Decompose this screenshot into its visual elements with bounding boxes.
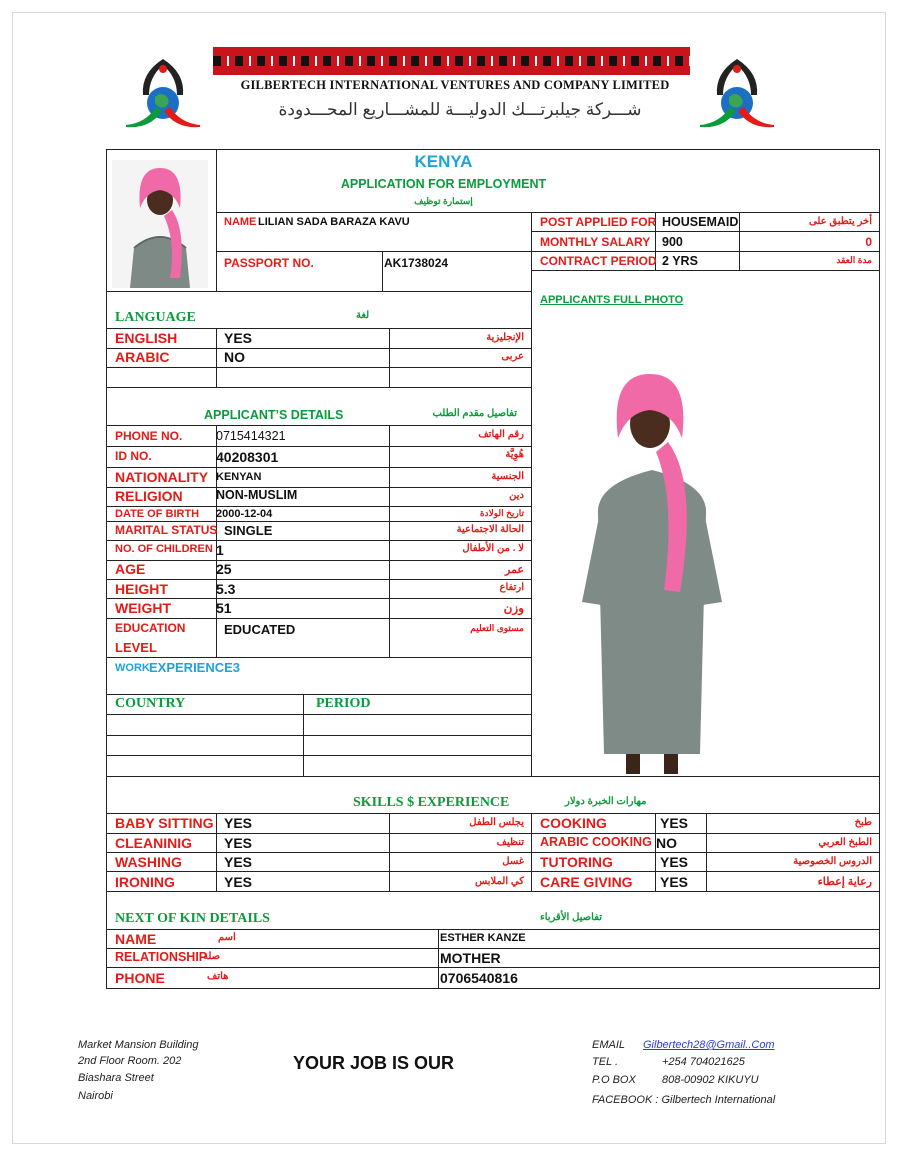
skill-label-cleaning: CLEANINIG [115,835,192,851]
address-line-3: Biashara Street [78,1072,154,1084]
grid-line [531,231,879,232]
grid-line [106,467,531,468]
lang-value-english: YES [224,330,253,346]
grid-line [106,506,531,507]
grid-line [106,560,531,561]
form-title-ar: إستمارة توظيف [414,196,473,206]
height-ar: ارتفاع [499,582,524,593]
kin-ar-relationship: صلة [203,951,221,962]
salary-label: MONTHLY SALARY [540,235,651,249]
grid-line [106,149,880,150]
grid-line [216,813,217,891]
salary-extra: 0 [865,235,872,249]
skill-label-tutoring: TUTORING [540,854,613,870]
grid-line [106,579,531,580]
skill-ar-tutoring: الدروس الخصوصية [793,856,872,867]
grid-line [216,212,879,213]
grid-line [106,618,531,619]
tel-value: +254 704021625 [662,1056,745,1068]
marital-ar: الحالة الاجتماعية [456,524,524,535]
name-value: LILIAN SADA BARAZA KAVU [258,216,410,228]
skill-ar-baby-sitting: يجلس الطفل [469,817,524,828]
contract-ar: مدة العقد [836,255,872,265]
grid-line [739,212,740,270]
religion-ar: دين [509,490,524,501]
applicant-full-photo [582,372,722,776]
skill-label-cooking: COOKING [540,815,607,831]
kin-label-phone: PHONE [115,970,165,986]
grid-line [216,251,531,252]
email-link[interactable]: Gilbertech28@Gmail..Com [643,1039,775,1051]
skill-value-care-giving: YES [660,874,689,890]
contract-value: 2 YRS [662,254,698,268]
grid-line [106,367,531,368]
grid-line [106,988,880,989]
skill-ar-cooking: طبخ [854,817,872,828]
details-title: APPLICANT’S DETAILS [204,408,344,422]
lang-label-english: ENGLISH [115,330,178,346]
banner-strip [213,47,690,75]
grid-line [106,852,880,853]
dob-ar: تاريخ الولادة [479,508,524,518]
grid-line [106,149,107,989]
grid-line [389,425,390,657]
grid-line [106,291,531,292]
id-label: ID NO. [115,449,152,463]
country-column-header: COUNTRY [115,696,186,711]
grid-line [531,813,532,891]
skill-value-arabic-cooking: NO [656,835,677,851]
facebook-text: FACEBOOK : Gilbertech International [592,1094,776,1106]
kin-value-name: ESTHER KANZE [440,932,526,944]
height-label: HEIGHT [115,581,168,597]
phone-value: 0715414321 [216,429,286,443]
skill-label-washing: WASHING [115,854,182,870]
age-ar: عمر [505,564,524,576]
grid-line [106,425,531,426]
period-column-header: PERIOD [316,696,371,711]
skill-label-care-giving: CARE GIVING [540,874,633,890]
age-label: AGE [115,561,146,577]
marital-label: MARITAL STATUS [115,523,218,537]
skill-value-tutoring: YES [660,854,689,870]
post-value: HOUSEMAID [662,215,739,229]
company-logo-right [692,55,782,135]
kin-title-ar: تفاصيل الأقرباء [540,912,603,923]
skill-value-ironing: YES [224,874,253,890]
grid-line [706,813,707,891]
grid-line [106,929,880,930]
skill-label-ironing: IRONING [115,874,175,890]
skill-label-baby-sitting: BABY SITTING [115,815,214,831]
grid-line [106,714,531,715]
grid-line [216,328,217,387]
nationality-ar: الجنسية [491,471,524,482]
lang-value-arabic: NO [224,349,245,365]
grid-line [655,813,656,891]
grid-line [106,694,531,695]
skill-value-baby-sitting: YES [224,815,253,831]
grid-line [106,776,880,777]
address-line-1: Market Mansion Building [78,1039,199,1051]
skill-ar-arabic-cooking: الطبخ العربي [818,837,872,848]
grid-line [106,967,880,968]
kin-title: NEXT OF KIN DETAILS [115,911,270,926]
grid-line [106,813,880,814]
country-heading: KENYA [414,152,473,171]
company-name-en: GILBERTECH INTERNATIONAL VENTURES AND COMPANY LIMITED [240,78,670,92]
kin-label-relationship: RELATIONSHIP [115,950,208,964]
weight-ar: وزن [503,601,524,615]
education-label-2: LEVEL [115,640,157,655]
weight-value: 51 [216,600,232,616]
experience-label: EXPERIENCE3 [149,660,241,675]
grid-line [106,891,880,892]
skill-value-cooking: YES [660,815,689,831]
kin-value-relationship: MOTHER [440,950,501,966]
grid-line [106,348,531,349]
kin-label-name: NAME [115,931,157,947]
details-title-ar: تفاصيل مقدم الطلب [432,408,517,419]
skill-ar-cleaning: تنظيف [496,837,524,848]
form-title: APPLICATION FOR EMPLOYMENT [340,177,547,191]
id-value: 40208301 [216,449,279,465]
religion-value: NON-MUSLIM [216,488,298,502]
kin-ar-name: اسم [218,932,236,943]
passport-value: AK1738024 [384,256,449,270]
religion-label: RELIGION [115,488,183,504]
grid-line [438,929,439,988]
skill-ar-ironing: كي الملابس [475,876,524,887]
dob-label: DATE OF BIRTH [115,508,200,520]
language-title: LANGUAGE [115,310,196,325]
nationality-value: KENYAN [216,471,262,483]
contract-label: CONTRACT PERIOD [540,254,657,268]
company-name-ar: شـــركة جيلبرتـــك الدوليـــة للمشـــاريع المحـــدودة [278,100,642,119]
kin-ar-phone: هاتف [207,971,229,982]
phone-ar: رقم الهاتف [478,429,524,440]
po-box-label: P.O BOX [592,1074,636,1086]
grid-line [106,735,531,736]
grid-line [106,871,880,872]
grid-line [879,149,880,989]
po-box-value: 808-00902 KIKUYU [662,1074,759,1086]
post-ar: أخر يتطبق على [808,216,872,227]
address-line-4: Nairobi [78,1090,113,1102]
weight-label: WEIGHT [115,600,171,616]
skill-value-cleaning: YES [224,835,253,851]
nationality-label: NATIONALITY [115,469,209,485]
name-label: NAME [224,216,257,228]
grid-line [106,540,531,541]
grid-line [106,833,880,834]
email-label: EMAIL [592,1039,626,1051]
grid-line [531,212,532,777]
grid-line [531,270,879,271]
grid-line [531,251,879,252]
grid-line [106,387,531,388]
grid-line [389,328,390,387]
passport-label: PASSPORT NO. [224,256,314,270]
address-line-2: 2nd Floor Room. 202 [78,1055,182,1067]
marital-value: SINGLE [224,523,273,538]
grid-line [382,251,383,291]
salary-value: 900 [662,235,683,249]
grid-line [106,755,531,756]
tel-label: TEL . [592,1056,619,1068]
skill-ar-care-giving: رعاية إعطاء [817,876,872,888]
grid-line [106,446,531,447]
children-value: 1 [216,542,224,558]
dob-value: 2000-12-04 [216,508,273,520]
work-label: WORK [115,662,150,674]
age-value: 25 [216,561,232,577]
education-value: EDUCATED [224,622,296,637]
skill-label-arabic-cooking: ARABIC COOKING [540,835,652,849]
full-photo-label: APPLICANTS FULL PHOTO [540,294,684,306]
phone-label: PHONE NO. [115,429,183,443]
lang-label-arabic: ARABIC [115,349,170,365]
lang-ar-arabic: عربى [501,351,524,362]
company-logo-left [118,55,208,135]
grid-line [106,948,880,949]
skills-title: SKILLS $ EXPERIENCE [353,795,510,810]
id-ar: هُوِيَّة [505,449,524,460]
grid-line [389,813,390,891]
children-label: NO. OF CHILDREN [115,543,213,555]
language-title-ar: لغة [356,310,370,321]
slogan: YOUR JOB IS OUR [293,1053,455,1073]
skill-value-washing: YES [224,854,253,870]
education-label-1: EDUCATION [115,621,186,635]
applicant-passport-photo [112,160,208,288]
education-ar: مستوى التعليم [470,623,524,633]
kin-value-phone: 0706540816 [440,970,518,986]
skill-ar-washing: غسل [502,856,524,867]
lang-ar-english: الإنجليزية [486,332,524,343]
grid-line [106,598,531,599]
skills-title-ar: مهارات الخبرة دولار [565,796,647,807]
grid-line [106,657,531,658]
grid-line [106,521,531,522]
post-label: POST APPLIED FOR [540,215,657,229]
grid-line [106,328,531,329]
children-ar: لا . من الأطفال [462,543,524,554]
height-value: 5.3 [216,581,236,597]
grid-line [303,694,304,776]
